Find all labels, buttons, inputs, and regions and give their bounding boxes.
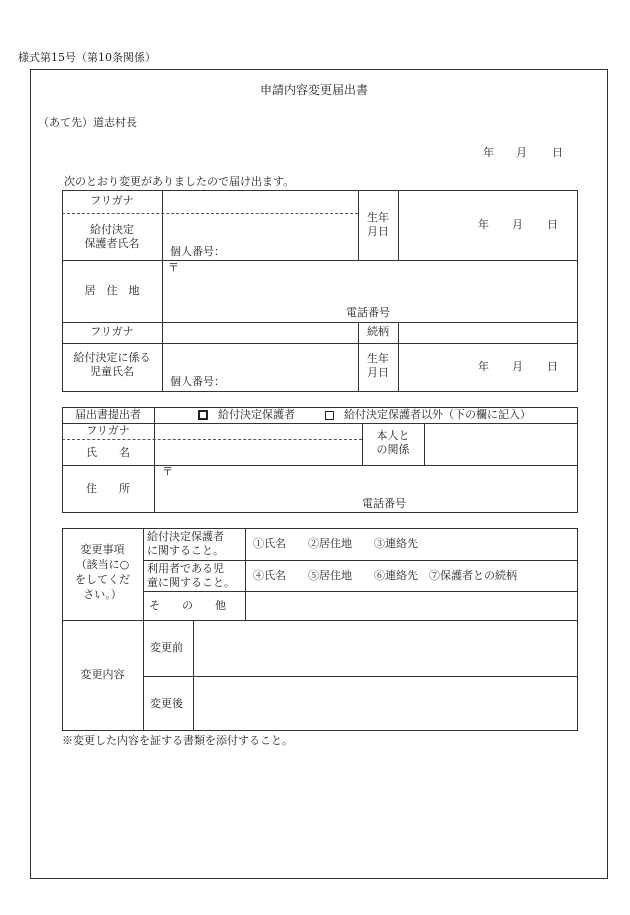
child-birth-label-2: 月日 [367,366,389,379]
row2-options[interactable]: ④氏名 ⑤居住地 ⑥連絡先 ⑦保護者との続柄 [253,569,517,582]
date-year-label: 年 [483,146,494,159]
form-number: 様式第15号（第10条関係） [18,51,156,64]
other-field[interactable] [250,594,574,616]
row2-label-1: 利用者である児 [147,562,224,575]
guardian-birth-year: 年 [478,218,489,231]
guardian-furigana-label: フリガナ [90,194,134,207]
guardian-name-label-1: 給付決定 [90,223,134,236]
change-items-label-1: 変更事項 [80,543,125,556]
before-label: 変更前 [150,641,183,654]
submitter-furigana-label: フリガナ [86,424,130,437]
change-items-label-4: さい。） [83,588,122,601]
submitter-relation-label-2: の関係 [376,443,410,456]
child-name-label-2: 児童氏名 [90,365,134,378]
row2-label-2: 童に関すること。 [147,576,235,589]
option-guardian[interactable] [198,409,295,422]
after-field[interactable] [198,680,574,728]
child-birth-month: 月 [512,360,523,373]
guardian-name-label-2: 保護者氏名 [84,237,140,250]
guardian-personal-number-label: 個人番号： [170,245,225,258]
submitter-label: 届出書提出者 [75,408,141,421]
change-items-label-3: をしてくだ [75,573,130,586]
child-name-label-1: 給付決定に係る [73,351,151,364]
footer-note: ※変更した内容を証する書類を添付すること。 [62,734,293,747]
submitter-relation-label-1: 本人と [376,429,410,442]
submitter-address-field[interactable] [162,480,572,496]
change-items-label-2: （該当に○ [75,558,130,571]
row1-options[interactable]: ①氏名 ②居住地 ③連絡先 [253,537,418,550]
child-personal-number-label: 個人番号： [170,375,225,388]
submitter-address-label: 住 所 [86,482,130,495]
guardian-birth-day: 日 [547,218,558,231]
guardian-name-field[interactable] [166,216,356,240]
checkbox-icon[interactable] [198,410,208,420]
checkbox-icon[interactable] [325,411,334,420]
postal-mark: 〒 [168,261,179,274]
option-other[interactable] [325,409,531,422]
guardian-birth-label-1: 生年 [367,211,389,224]
submitter-name-field[interactable] [158,442,358,462]
addressee: （あて先）道志村長 [38,116,137,129]
row1-label-2: に関すること。 [147,544,224,557]
submitter-phone-label: 電話番号 [362,497,406,510]
submitter-name-label: 氏 名 [86,446,130,459]
guardian-birth-label-2: 月日 [367,225,389,238]
guardian-furigana-field[interactable] [166,194,356,210]
after-label: 変更後 [150,697,183,710]
date-day-label: 日 [552,146,563,159]
row1-label-1: 給付決定保護者 [147,530,224,543]
form-title: 申請内容変更届出書 [260,83,369,97]
guardian-personal-number-field[interactable] [230,244,354,258]
option-other-label: 給付決定保護者以外（下の欄に記入） [344,408,531,421]
guardian-birth-month: 月 [512,218,523,231]
address-field[interactable] [168,276,568,304]
before-field[interactable] [198,624,574,672]
submitter-postal-mark: 〒 [162,465,173,478]
address-label: 居 住 地 [84,284,140,297]
row3-label: そ の 他 [149,599,226,612]
submitter-furigana-field[interactable] [158,426,358,438]
child-birth-day: 日 [547,360,558,373]
child-furigana-label: フリガナ [90,325,134,338]
relation-label: 続柄 [367,325,389,338]
date-month-label: 月 [516,146,527,159]
option-guardian-label: 給付決定保護者 [218,408,295,421]
phone-label: 電話番号 [346,306,390,319]
child-birth-year: 年 [478,360,489,373]
change-content-label: 変更内容 [80,668,125,681]
submitter-relation-field[interactable] [428,428,574,462]
child-birth-label-1: 生年 [367,352,389,365]
intro-text: 次のとおり変更がありましたので届け出ます。 [64,175,295,188]
